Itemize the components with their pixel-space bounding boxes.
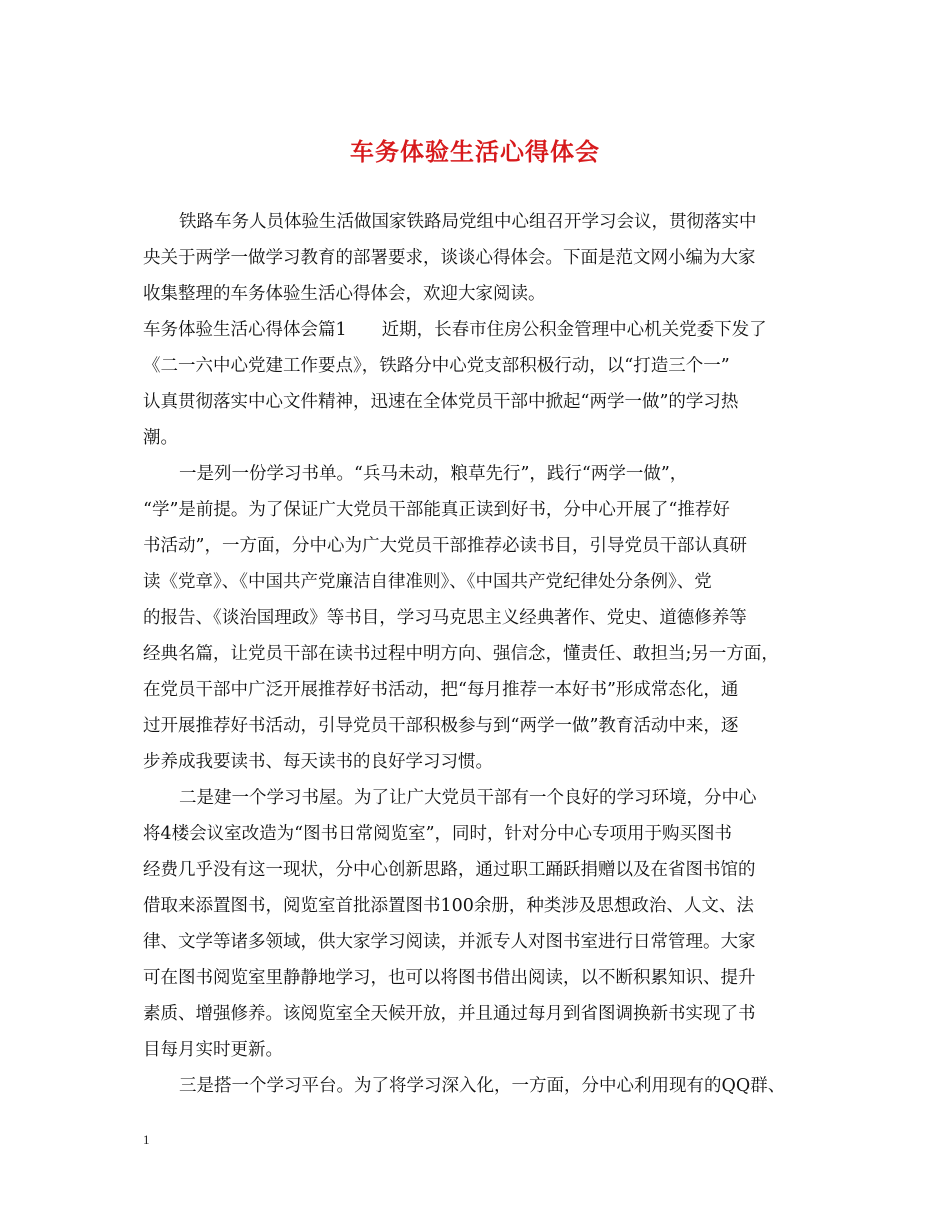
document-title: 车务体验生活心得体会 [350,137,600,166]
paragraph-line: 二是建一个学习书屋。为了让广大党员干部有一个良好的学习环境，分中心 [179,788,757,808]
paragraph-line: 可在图书阅览室里静静地学习，也可以将图书借出阅读，以不断积累知识、提升 [143,968,756,988]
paragraph-line: 《二一六中心党建工作要点》，铁路分中心党支部积极行动，以“打造三个一” [143,356,730,376]
paragraph-line: 步养成我要读书、每天读书的良好学习习惯。 [143,752,493,772]
paragraph-line: 经典名篇，让党员干部在读书过程中明方向、强信念，懂责任、敢担当;另一方面， [143,644,779,664]
page-number: 1 [143,1132,150,1147]
paragraph-line: 车务体验生活心得体会篇1 近期，长春市住房公积金管理中心机关党委下发了 [143,320,767,340]
paragraph-line: 目每月实时更新。 [143,1040,283,1060]
paragraph-line: 收集整理的车务体验生活心得体会，欢迎大家阅读。 [143,284,546,304]
paragraph-line: 三是搭一个学习平台。为了将学习深入化，一方面，分中心利用现有的QQ群、 [179,1076,786,1096]
paragraph-line: 借取来添置图书，阅览室首批添置图书100余册，种类涉及思想政治、人文、法 [143,896,754,916]
paragraph-line: 潮。 [143,428,178,448]
paragraph-line: 过开展推荐好书活动，引导党员干部积极参与到“两学一做”教育活动中来，逐 [143,716,739,736]
paragraph-line: 的报告、《谈治国理政》等书目，学习马克思主义经典著作、党史、道德修养等 [143,608,747,628]
paragraph-line: 书活动”，一方面，分中心为广大党员干部推荐必读书目，引导党员干部认真研 [143,536,747,556]
paragraph-line: 铁路车务人员体验生活做国家铁路局党组中心组召开学习会议，贯彻落实中 [179,212,757,232]
paragraph-line: 在党员干部中广泛开展推荐好书活动，把“每月推荐一本好书”形成常态化，通 [143,680,739,700]
paragraph-line: 经费几乎没有这一现状，分中心创新思路，通过职工踊跃捐赠以及在省图书馆的 [143,860,756,880]
paragraph-line: 素质、增强修养。该阅览室全天候开放，并且通过每月到省图调换新书实现了书 [143,1004,756,1024]
paragraph-line: 律、文学等诸多领域，供大家学习阅读，并派专人对图书室进行日常管理。大家 [143,932,756,952]
paragraph-line: 将4楼会议室改造为“图书日常阅览室”，同时，针对分中心专项用于购买图书 [143,824,733,844]
paragraph-line: “学”是前提。为了保证广大党员干部能真正读到好书，分中心开展了“推荐好 [143,500,730,520]
paragraph-line: 认真贯彻落实中心文件精神，迅速在全体党员干部中掀起“两学一做”的学习热 [143,392,739,412]
paragraph-line: 一是列一份学习书单。“兵马未动，粮草先行”，践行“两学一做”， [179,464,688,484]
document-body [143,204,823,1104]
paragraph-line: 读《党章》、《中国共产党廉洁自律准则》、《中国共产党纪律处分条例》、党 [143,572,712,592]
paragraph-line: 央关于两学一做学习教育的部署要求，谈谈心得体会。下面是范文网小编为大家 [143,248,756,268]
